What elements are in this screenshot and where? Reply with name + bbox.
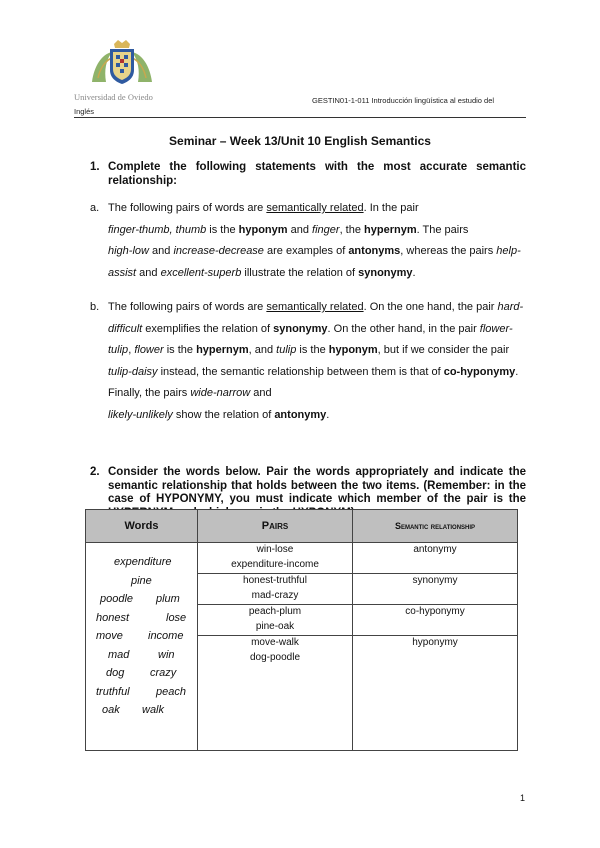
word: plum [156, 593, 180, 605]
pair: dog-poodle [249, 651, 301, 663]
university-name: Universidad de Oviedo [74, 92, 153, 102]
pair: pine-oak [255, 620, 295, 632]
pair: win-lose [256, 544, 294, 555]
coat-of-arms-icon [80, 38, 164, 86]
word: poodle [100, 593, 134, 605]
word: income [148, 630, 184, 642]
header-course-code: GESTIN01-1-011 Introducción lingüística al estudio del [312, 96, 495, 105]
statement-b-label: b. [90, 301, 100, 313]
word: win [158, 648, 175, 661]
pair: mad-crazy [251, 589, 299, 601]
header-words: Words [86, 510, 198, 543]
table-header-row [86, 510, 518, 543]
word: dog [106, 667, 125, 679]
pairs-cell [198, 636, 353, 751]
header-pairs: Pairs [198, 510, 353, 543]
word: walk [142, 704, 165, 716]
header-semantic-relationship: Semantic relationship [353, 510, 518, 543]
statement-b-text: The following pairs of words are semantically related. On the one hand, the pair hard-difficult exemplifies the relation of synonymy. On the other hand, in the pair flower-tulip, flower is the hypernym, and tulip is the hyponym, but if we consider the pair tulip-daisy instead, the semantic relationship between them is that of co-hyponymy. Finally, the pairs wide-narrow and likely-unlikely show the relation of antonymy. [108, 301, 524, 421]
pair: expenditure-income [231, 558, 319, 570]
word: lose [166, 611, 187, 624]
question-1-number: 1. [90, 161, 100, 173]
pairs-cell [198, 605, 353, 636]
word: expenditure [114, 556, 172, 568]
pairs-cell [198, 543, 353, 574]
word: crazy [150, 667, 177, 679]
question-2-text: Consider the words below. Pair the words appropriately and indicate the semantic relationship that holds between the two items. (Remember: in the case of HYPONYMY, you must indicate which member of the pair is the [108, 466, 526, 505]
question-2-number: 2. [90, 466, 100, 478]
word: honest [96, 611, 130, 624]
word-list-cell [86, 543, 198, 751]
word: truthful [96, 685, 130, 698]
pairs-cell [198, 574, 353, 605]
word: peach [156, 685, 186, 698]
relationship-cell: hyponymy [353, 636, 518, 751]
semantic-relations-table [85, 509, 518, 751]
page-title: Seminar – Week 13/Unit 10 English Semantics [169, 134, 431, 148]
page-number: 1 [520, 793, 526, 803]
statement-a [90, 198, 526, 284]
word: mad [108, 648, 130, 661]
table-row [86, 543, 518, 574]
statement-a-label: a. [90, 202, 100, 214]
question-1 [90, 160, 526, 188]
word: pine [131, 574, 152, 587]
statement-a-text: The following pairs of words are semantically related. In the pair finger-thumb, thumb is the hyponym and finger, the hypernym. The pairs high-low and increase-decrease are examples of antonyms, whereas the pairs help-assist and excellent-superb illustrate the relation of synonymy. [108, 202, 521, 279]
relationship-cell: co-hyponymy [353, 605, 518, 636]
pair: move-walk [251, 637, 299, 648]
word: oak [102, 704, 120, 716]
pair: peach-plum [248, 606, 302, 617]
word: move [96, 630, 123, 642]
pair: honest-truthful [243, 575, 307, 586]
relationship-cell: synonymy [353, 574, 518, 605]
question-1-text: Complete the following statements with the most accurate semantic relationship: [108, 161, 526, 187]
header-divider [74, 117, 526, 118]
statement-b [90, 297, 526, 426]
header-subject-label: Inglés [74, 107, 95, 116]
relationship-cell: antonymy [353, 543, 518, 574]
